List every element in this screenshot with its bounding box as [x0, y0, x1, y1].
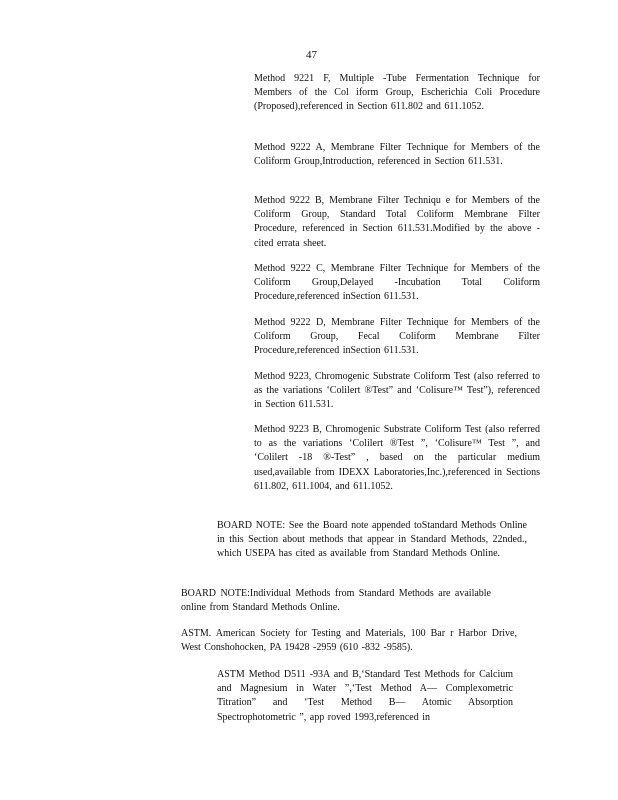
method-9223-paragraph: Method 9223, Chromogenic Substrate Coliform Test (also referred to as the variations ‘Colilert ®Test” and ‘Colisure™ Test”), referenced in Section 611.531. [254, 371, 540, 411]
method-9222b-paragraph: Method 9222 B, Membrane Filter Techniqu e for Members of the Coliform Group, Standard Total Coliform Membrane Filter Procedure, referenced in Section 611.531.Modified by the above -cited errata sheet. [254, 195, 540, 249]
astm-header-paragraph: ASTM. American Society for Testing and Materials, 100 Bar r Harbor Drive, West Conshohocken, PA 19428 -2959 (610 -832 -9585). [181, 628, 517, 654]
method-9222d-paragraph: Method 9222 D, Membrane Filter Technique for Members of the Coliform Group, Fecal Coliform Membrane Filter Procedure,referenced inSection 611.531. [254, 317, 540, 357]
method-9222c-paragraph: Method 9222 C, Membrane Filter Technique for Members of the Coliform Group,Delayed -Incubation Total Coliform Procedure,referenced inSection 611.531. [254, 263, 540, 303]
page-number: 47 [306, 49, 317, 61]
board-note-standard-methods-online: BOARD NOTE: See the Board note appended toStandard Methods Online in this Section about methods that appear in Standard Methods, 22nded., which USEPA has cited as available from Standard Methods Online. [217, 520, 527, 560]
board-note-individual-methods: BOARD NOTE:Individual Methods from Standard Methods are available online from Standard Methods Online. [181, 588, 491, 614]
method-9222a-paragraph: Method 9222 A, Membrane Filter Technique for Members of the Coliform Group,Introduction, referenced in Section 611.531. [254, 142, 540, 168]
method-9223b-paragraph: Method 9223 B, Chromogenic Substrate Coliform Test (also referred to as the variations ‘Colilert ®Test ”, ‘Colisure™ Test ”, and ‘Colilert -18 ®-Test” , based on the particular medium used,available from IDEXX Laboratories,Inc.),referenced in Sections 611.802, 611.1004, and 611.1052. [254, 424, 540, 492]
method-9221f-paragraph: Method 9221 F, Multiple -Tube Fermentation Technique for Members of the Col iform Group, Escherichia Coli Procedure (Proposed),referenced in Section 611.802 and 611.1052. [254, 73, 540, 113]
astm-method-d511-paragraph: ASTM Method D511 -93A and B,‘Standard Test Methods for Calcium and Magnesium in Water ”,‘Test Method A— Complexometric Titration” and ‘Test Method B— Atomic Absorption Spectrophotometric ”, app roved 1993,referenced in [217, 669, 513, 723]
